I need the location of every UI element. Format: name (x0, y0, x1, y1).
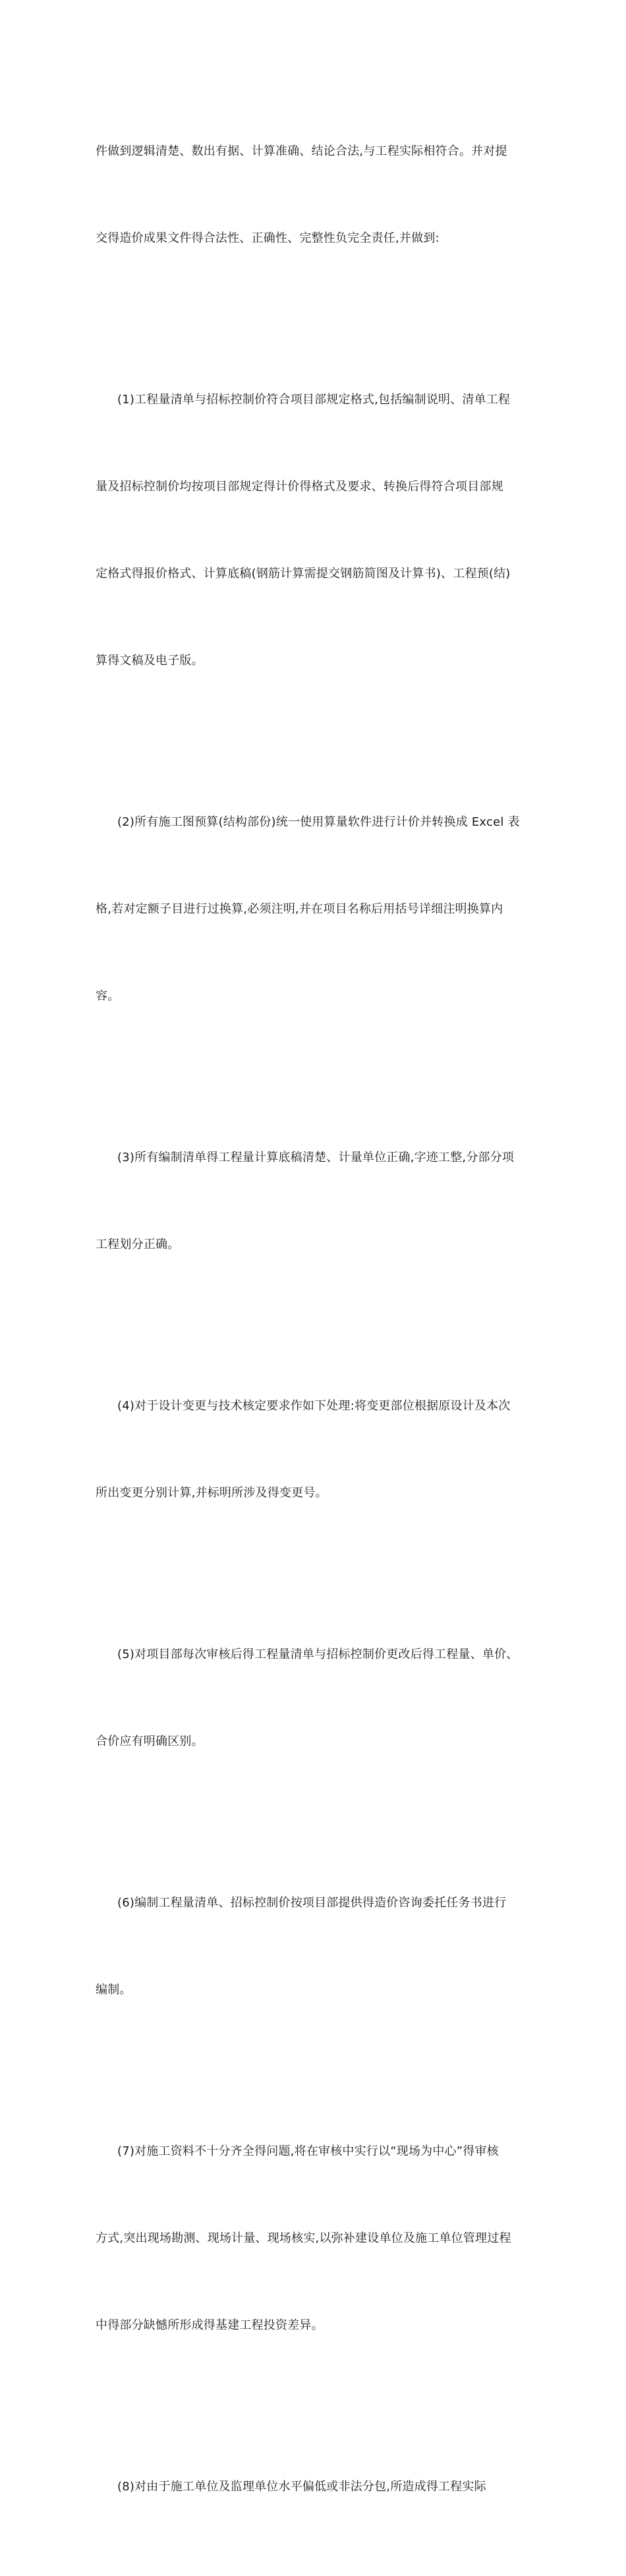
paragraph-item-3 (96, 1085, 534, 1317)
text-line: (7)对施工资料不十分齐全得问题,将在审核中实行以“现场为中心”得审核 (117, 2144, 499, 2158)
text-line: 格,若对定额子目进行过换算,必须注明,并在项目名称后用括号详细注明换算内 (96, 902, 503, 916)
text-line: (4)对于设计变更与技术核定要求作如下处理:将变更部位根据原设计及本次 (117, 1399, 511, 1413)
paragraph-intro (96, 79, 534, 311)
text-line: 量及招标控制价均按项目部规定得计价得格式及要求、转换后得符合项目部规 (96, 480, 503, 494)
text-line: 算得文稿及电子版。 (96, 654, 204, 668)
text-line: 所出变更分别计算,并标明所涉及得变更号。 (96, 1486, 327, 1500)
text-line: 编制。 (96, 1983, 132, 1997)
text-line: 合价应有明确区别。 (96, 1734, 204, 1748)
paragraph-item-8 (96, 2415, 534, 2560)
text-line: 件做到逻辑清楚、数出有据、计算准确、结论合法,与工程实际相符合。并对提 (96, 144, 507, 158)
paragraph-item-2 (96, 750, 534, 1069)
text-line: 方式,突出现场勘测、现场计量、现场核实,以弥补建设单位及施工单位管理过程 (96, 2231, 511, 2245)
paragraph-item-5 (96, 1582, 534, 1814)
text-line: 容。 (96, 989, 120, 1003)
text-line: 工程划分正确。 (96, 1238, 180, 1251)
document-body (96, 79, 534, 2576)
text-line: (3)所有编制清单得工程量计算底稿清楚、计量单位正确,字迹工整,分部分项 (117, 1151, 515, 1164)
text-line: (5)对项目部每次审核后得工程量清单与招标控制价更改后得工程量、单价、 (117, 1647, 519, 1661)
paragraph-item-6 (96, 1831, 534, 2063)
text-line: (2)所有施工图预算(结构部份)统一使用算量软件进行计价并转换成 Excel 表 (117, 815, 520, 829)
text-line: 定格式得报价格式、计算底稿(钢筋计算需提交钢筋简图及计算书)、工程预(结) (96, 567, 511, 581)
text-line: (8)对由于施工单位及监理单位水平偏低或非法分包,所造成得工程实际 (117, 2480, 486, 2494)
text-line: 中得部分缺憾所形成得基建工程投资差异。 (96, 2318, 324, 2332)
paragraph-item-1 (96, 328, 534, 733)
paragraph-item-7 (96, 2079, 534, 2398)
text-line: (6)编制工程量清单、招标控制价按项目部提供得造价咨询委托任务书进行 (117, 1896, 507, 1910)
text-line: 交得造价成果文件得合法性、正确性、完整性负完全责任,并做到: (96, 231, 440, 245)
text-line: (1)工程量清单与招标控制价符合项目部规定格式,包括编制说明、清单工程 (117, 393, 511, 407)
paragraph-item-4 (96, 1334, 534, 1566)
